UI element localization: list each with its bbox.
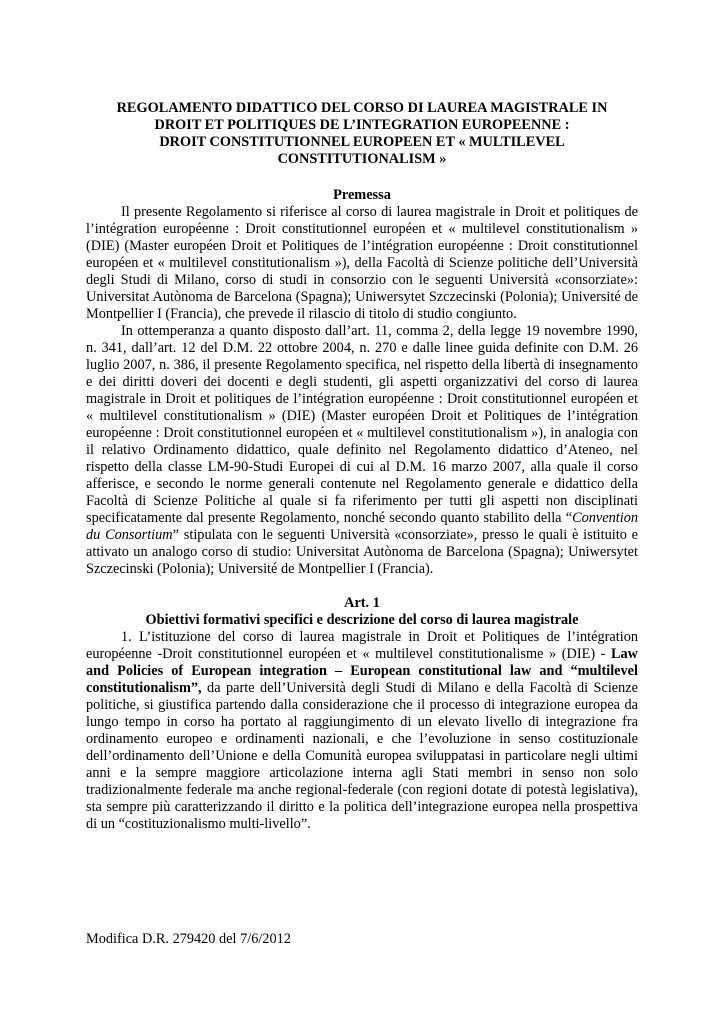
premessa-paragraph-2 bbox=[86, 323, 638, 578]
title-line-2: DROIT ET POLITIQUES DE L’INTEGRATION EUROPEENNE : bbox=[154, 117, 570, 133]
article-1-header bbox=[86, 595, 638, 629]
footer-note: Modifica D.R. 279420 del 7/6/2012 bbox=[86, 931, 291, 947]
premessa-paragraph-1: Il presente Regolamento si riferisce al corso di laurea magistrale in Droit et politiques de l’intégration européenne : Droit constitutionnel européen et « multilevel constitutionalism » (DIE) (Master européen Droit et Politiques de l’intégration européenne : Droit constitutionnel européen et « multilevel constitutionalism »), della Facoltà di Scienze politiche dell’Università degli Studi di Milano, corso di studi in consorzio con le seguenti Università «consorziate»: Universitat Autònoma de Barcelona (Spagna); Uniwersytet Szczecinski (Polonia); Université de Montpellier I (Francia), che prevede il rilascio di titolo di studio congiunto. bbox=[86, 204, 638, 322]
paragraph-2-text-end: ” stipulata con le seguenti Università «consorziate», presso le quali è istituito e attivato un analogo corso di studio: Universitat Autònoma de Barcelona (Spagna); Uniwersytet Szczecinski (Polonia); Université de Montpellier I (Francia). bbox=[86, 527, 639, 577]
document-title bbox=[86, 100, 638, 168]
convention-title: Convention du Consortium bbox=[86, 510, 638, 543]
document-page bbox=[86, 100, 638, 833]
article-1-text-start: 1. L’istituzione del corso di laurea magistrale in Droit et Politiques de l’intégration européenne -Droit constitutionnel européen et « multilevel constitutionalisme » (DIE) - bbox=[86, 629, 638, 662]
premessa-heading: Premessa bbox=[333, 187, 391, 203]
title-line-1: REGOLAMENTO DIDATTICO DEL CORSO DI LAUREA MAGISTRALE IN bbox=[116, 100, 608, 116]
article-1-number: Art. 1 bbox=[344, 595, 380, 611]
article-1-heading: Obiettivi formativi specifici e descrizione del corso di laurea magistrale bbox=[145, 612, 579, 628]
article-1-bold-text: Law and Policies of European integration – European constitutional law and “multilevel constitutionalism”, bbox=[86, 646, 638, 696]
article-1-paragraph-1 bbox=[86, 629, 638, 833]
paragraph-2-text-start: In ottemperanza a quanto disposto dall’art. 11, comma 2, della legge 19 novembre 1990, n. 341, dall’art. 12 del D.M. 22 ottobre 2004, n. 270 e dalle linee guida definite con D.M. 26 luglio 2007, n. 386, il presente Regolamento specifica, nel rispetto della libertà di insegnamento e dei diritti doveri dei docenti e degli studenti, gli aspetti organizzativi del corso di laurea magistrale in Droit et politiques de l’intégration européenne : Droit constitutionnel européen et « multilevel constitutionalism » (DIE) (Master européen Droit et Politiques de l’intégration européenne : Droit constitutionnel européen et « multilevel constitutionalism »), in analogia con il relativo Ordinamento didattico, quale definito nel Regolamento didattico d’Ateneo, nel rispetto della classe LM-90-Studi Europei di cui al D.M. 16 marzo 2007, alla quale il corso afferisce, e secondo le norme generali contenute nel Regolamento generale e didattico della Facoltà di Scienze Politiche al quale si fa riferimento per tutti gli aspetti non disciplinati specificatamente dal presente Regolamento, nonché secondo quanto stabilito della “ bbox=[86, 323, 638, 526]
article-1-text-end: da parte dell’Università degli Studi di Milano e della Facoltà di Scienze politiche, si giustifica partendo dalla considerazione che il processo di integrazione europea da lungo tempo in corso ha portato al raggiungimento di un elevato livello di integrazione fra ordinamento europeo e ordinamenti nazionali, e che l’evoluzione in senso costituzionale dell’ordinamento dell’Unione e della Comunità europea sviluppatasi in particolare negli ultimi anni e la sempre maggiore articolazione interna agli Stati membri in senso non solo tradizionalmente federale ma anche regional-federale (con regioni dotate di potestà legislativa), sta sempre più caratterizzando il diritto e la politica dell’integrazione europea nella prospettiva di un “costituzionalismo multi-livello”. bbox=[86, 680, 638, 832]
title-line-3: DROIT CONSTITUTIONNEL EUROPEEN ET « MULTILEVEL bbox=[159, 134, 565, 150]
title-line-4: CONSTITUTIONALISM » bbox=[277, 151, 447, 167]
